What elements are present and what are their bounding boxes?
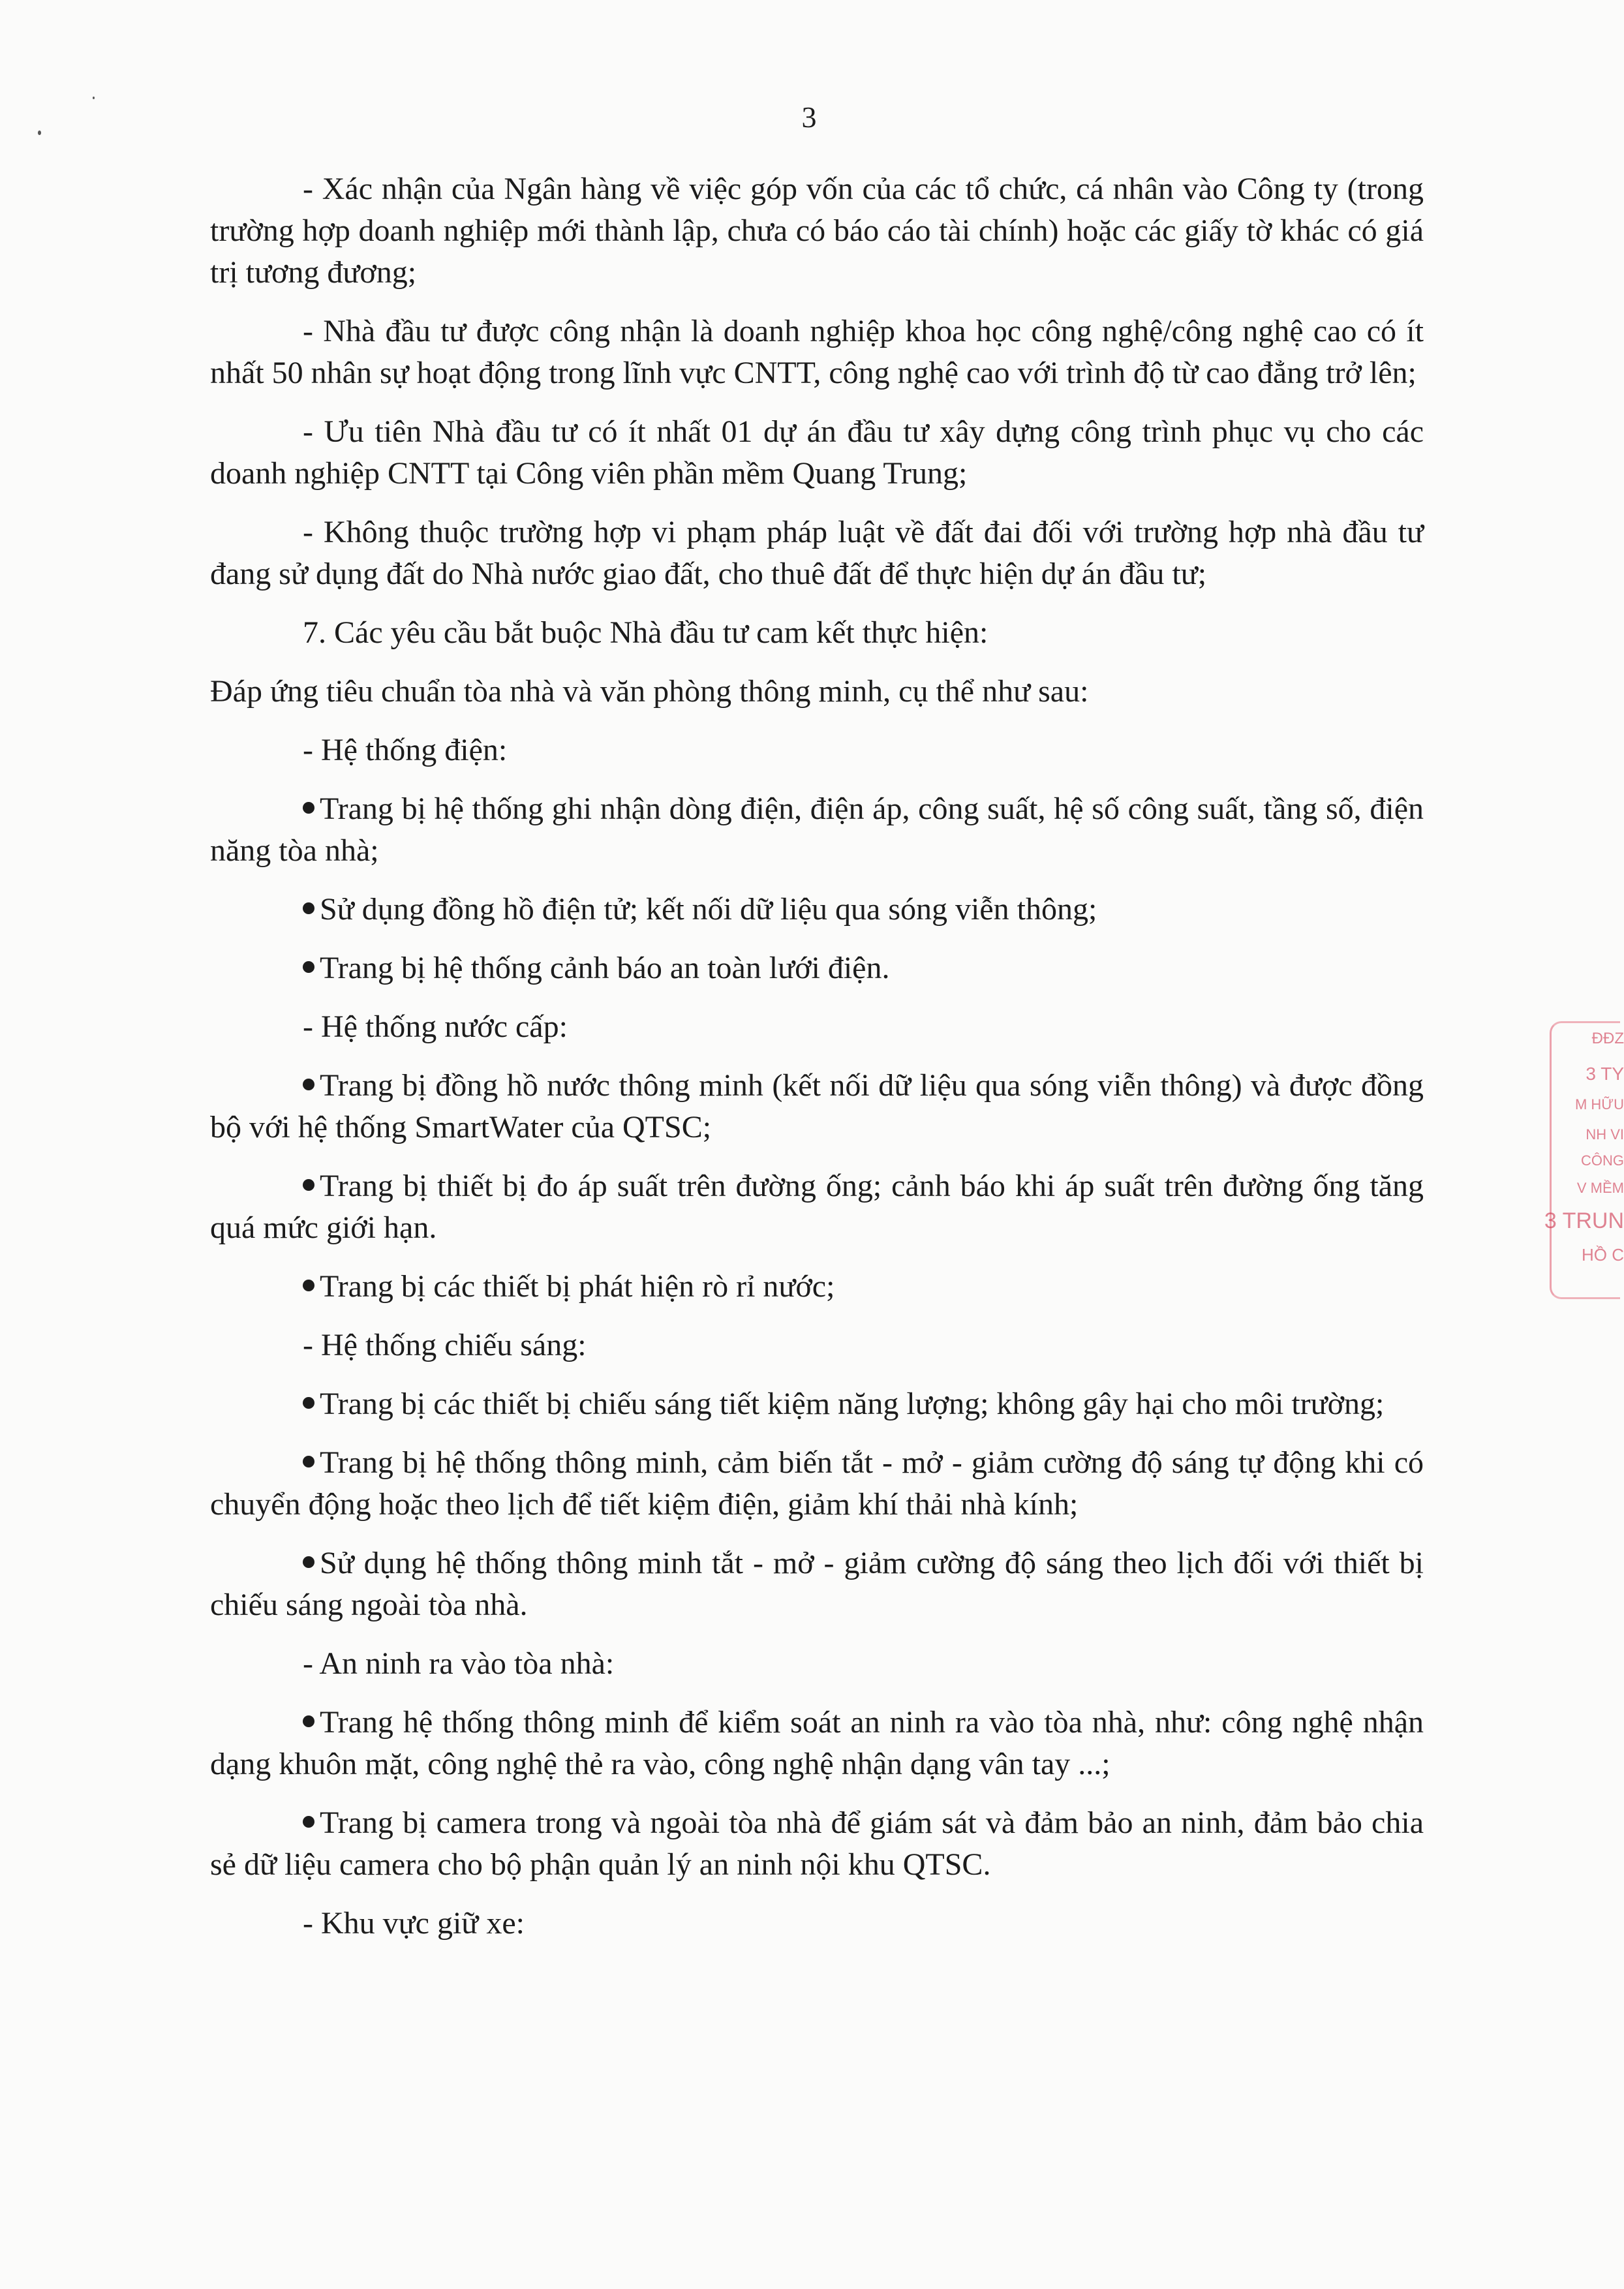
bullet-item xyxy=(210,1065,1424,1148)
seal-text: V MỀM xyxy=(1576,1180,1624,1196)
bullet-item xyxy=(210,1442,1424,1526)
seal-text: 3 TY xyxy=(1586,1064,1624,1084)
seal-text: 3 TRUN xyxy=(1544,1208,1624,1233)
paragraph xyxy=(210,411,1424,495)
bullet-dot-icon xyxy=(303,1397,314,1409)
bullet-dot-icon xyxy=(303,961,314,973)
bullet-item xyxy=(210,1543,1424,1626)
paragraph xyxy=(210,512,1424,595)
seal-text: NH VI xyxy=(1586,1126,1624,1143)
intro-line xyxy=(210,671,1424,713)
paragraph-text: Đáp ứng tiêu chuẩn tòa nhà và văn phòng thông minh, cụ thể như sau: xyxy=(210,674,1089,709)
paragraph-text: - Hệ thống nước cấp: xyxy=(303,1009,568,1044)
bullet-dot-icon xyxy=(303,1816,314,1828)
paragraph-text: - An ninh ra vào tòa nhà: xyxy=(303,1646,615,1681)
bullet-dot-icon xyxy=(303,1715,314,1727)
paragraph-text: - Nhà đầu tư được công nhận là doanh nghiệp khoa học công nghệ/công nghệ cao có ít nhất 50 nhân sự hoạt động trong lĩnh vực CNTT, công nghệ cao với trình độ từ cao đẳng trở lên; xyxy=(210,314,1424,390)
paragraph-text: Sử dụng đồng hồ điện tử; kết nối dữ liệu qua sóng viễn thông; xyxy=(320,892,1097,927)
paragraph-text: - Không thuộc trường hợp vi phạm pháp luật về đất đai đối với trường hợp nhà đầu tư đang sử dụng đất do Nhà nước giao đất, cho thuê đất để thực hiện dự án đầu tư; xyxy=(210,515,1424,591)
paragraph-text: - Hệ thống điện: xyxy=(303,733,508,767)
paragraph-text: Trang bị camera trong và ngoài tòa nhà để giám sát và đảm bảo an ninh, đảm bảo chia sẻ dữ liệu camera cho bộ phận quản lý an ninh nội khu QTSC. xyxy=(210,1805,1424,1882)
paragraph-text: Sử dụng hệ thống thông minh tắt - mở - giảm cường độ sáng theo lịch đối với thiết bị chiếu sáng ngoài tòa nhà. xyxy=(210,1546,1424,1622)
paragraph-text: Trang bị các thiết bị phát hiện rò rỉ nước; xyxy=(320,1269,835,1304)
bullet-dot-icon xyxy=(303,1280,314,1291)
bullet-dot-icon xyxy=(303,1456,314,1467)
paragraph-text: Trang bị thiết bị đo áp suất trên đường ống; cảnh báo khi áp suất trên đường ống tăng quá mức giới hạn. xyxy=(210,1169,1424,1245)
paragraph-text: - Khu vực giữ xe: xyxy=(303,1906,525,1941)
paragraph-text: Trang bị hệ thống ghi nhận dòng điện, điện áp, công suất, hệ số công suất, tầng số, điện năng tòa nhà; xyxy=(210,791,1424,868)
seal-text: HỒ C xyxy=(1582,1245,1624,1265)
paragraph-text: Trang bị đồng hồ nước thông minh (kết nối dữ liệu qua sóng viễn thông) và được đồng bộ với hệ thống SmartWater của QTSC; xyxy=(210,1068,1424,1144)
paragraph-text: Trang hệ thống thông minh để kiểm soát an ninh ra vào tòa nhà, như: công nghệ nhận dạng khuôn mặt, công nghệ thẻ ra vào, công nghệ nhận dạng vân tay ...; xyxy=(210,1705,1424,1781)
bullet-item xyxy=(210,889,1424,930)
bullet-item xyxy=(210,788,1424,872)
red-company-seal xyxy=(1544,1021,1624,1299)
scan-speck xyxy=(38,131,41,135)
paragraph xyxy=(210,1903,1424,1944)
bullet-dot-icon xyxy=(303,1179,314,1191)
paragraph xyxy=(210,1325,1424,1366)
paragraph xyxy=(210,730,1424,771)
paragraph xyxy=(210,168,1424,294)
paragraph-text: Trang bị hệ thống thông minh, cảm biến tắt - mở - giảm cường độ sáng tự động khi có chuyển động hoặc theo lịch để tiết kiệm điện, giảm khí thải nhà kính; xyxy=(210,1445,1424,1522)
bullet-dot-icon xyxy=(303,1556,314,1568)
seal-text: ĐĐZ xyxy=(1591,1030,1624,1047)
bullet-item xyxy=(210,1383,1424,1425)
seal-text: CÔNG xyxy=(1581,1152,1624,1169)
scan-speck xyxy=(93,97,95,99)
paragraph xyxy=(210,1643,1424,1685)
paragraph-text: Trang bị hệ thống cảnh báo an toàn lưới điện. xyxy=(320,951,890,985)
bullet-item xyxy=(210,1165,1424,1249)
page-number: 3 xyxy=(801,100,817,134)
paragraph-text: - Ưu tiên Nhà đầu tư có ít nhất 01 dự án đầu tư xây dựng công trình phục vụ cho các doanh nghiệp CNTT tại Công viên phần mềm Quang Trung; xyxy=(210,414,1424,491)
paragraph-text: 7. Các yêu cầu bắt buộc Nhà đầu tư cam kết thực hiện: xyxy=(303,615,988,650)
bullet-item xyxy=(210,947,1424,989)
bullet-dot-icon xyxy=(303,1079,314,1090)
bullet-dot-icon xyxy=(303,902,314,914)
paragraph xyxy=(210,311,1424,394)
paragraph xyxy=(210,1006,1424,1048)
paragraph-text: - Hệ thống chiếu sáng: xyxy=(303,1328,587,1362)
paragraph-text: - Xác nhận của Ngân hàng về việc góp vốn của các tổ chức, cá nhân vào Công ty (trong trường hợp doanh nghiệp mới thành lập, chưa có báo cáo tài chính) hoặc các giấy tờ khác có giá trị tương đương; xyxy=(210,172,1424,290)
paragraph-text: Trang bị các thiết bị chiếu sáng tiết kiệm năng lượng; không gây hại cho môi trường; xyxy=(320,1387,1385,1421)
bullet-item xyxy=(210,1266,1424,1308)
bullet-dot-icon xyxy=(303,802,314,814)
bullet-item xyxy=(210,1802,1424,1886)
document-body xyxy=(210,168,1424,1944)
bullet-item xyxy=(210,1702,1424,1785)
seal-text: M HỮU xyxy=(1574,1096,1624,1113)
paragraph xyxy=(210,612,1424,654)
